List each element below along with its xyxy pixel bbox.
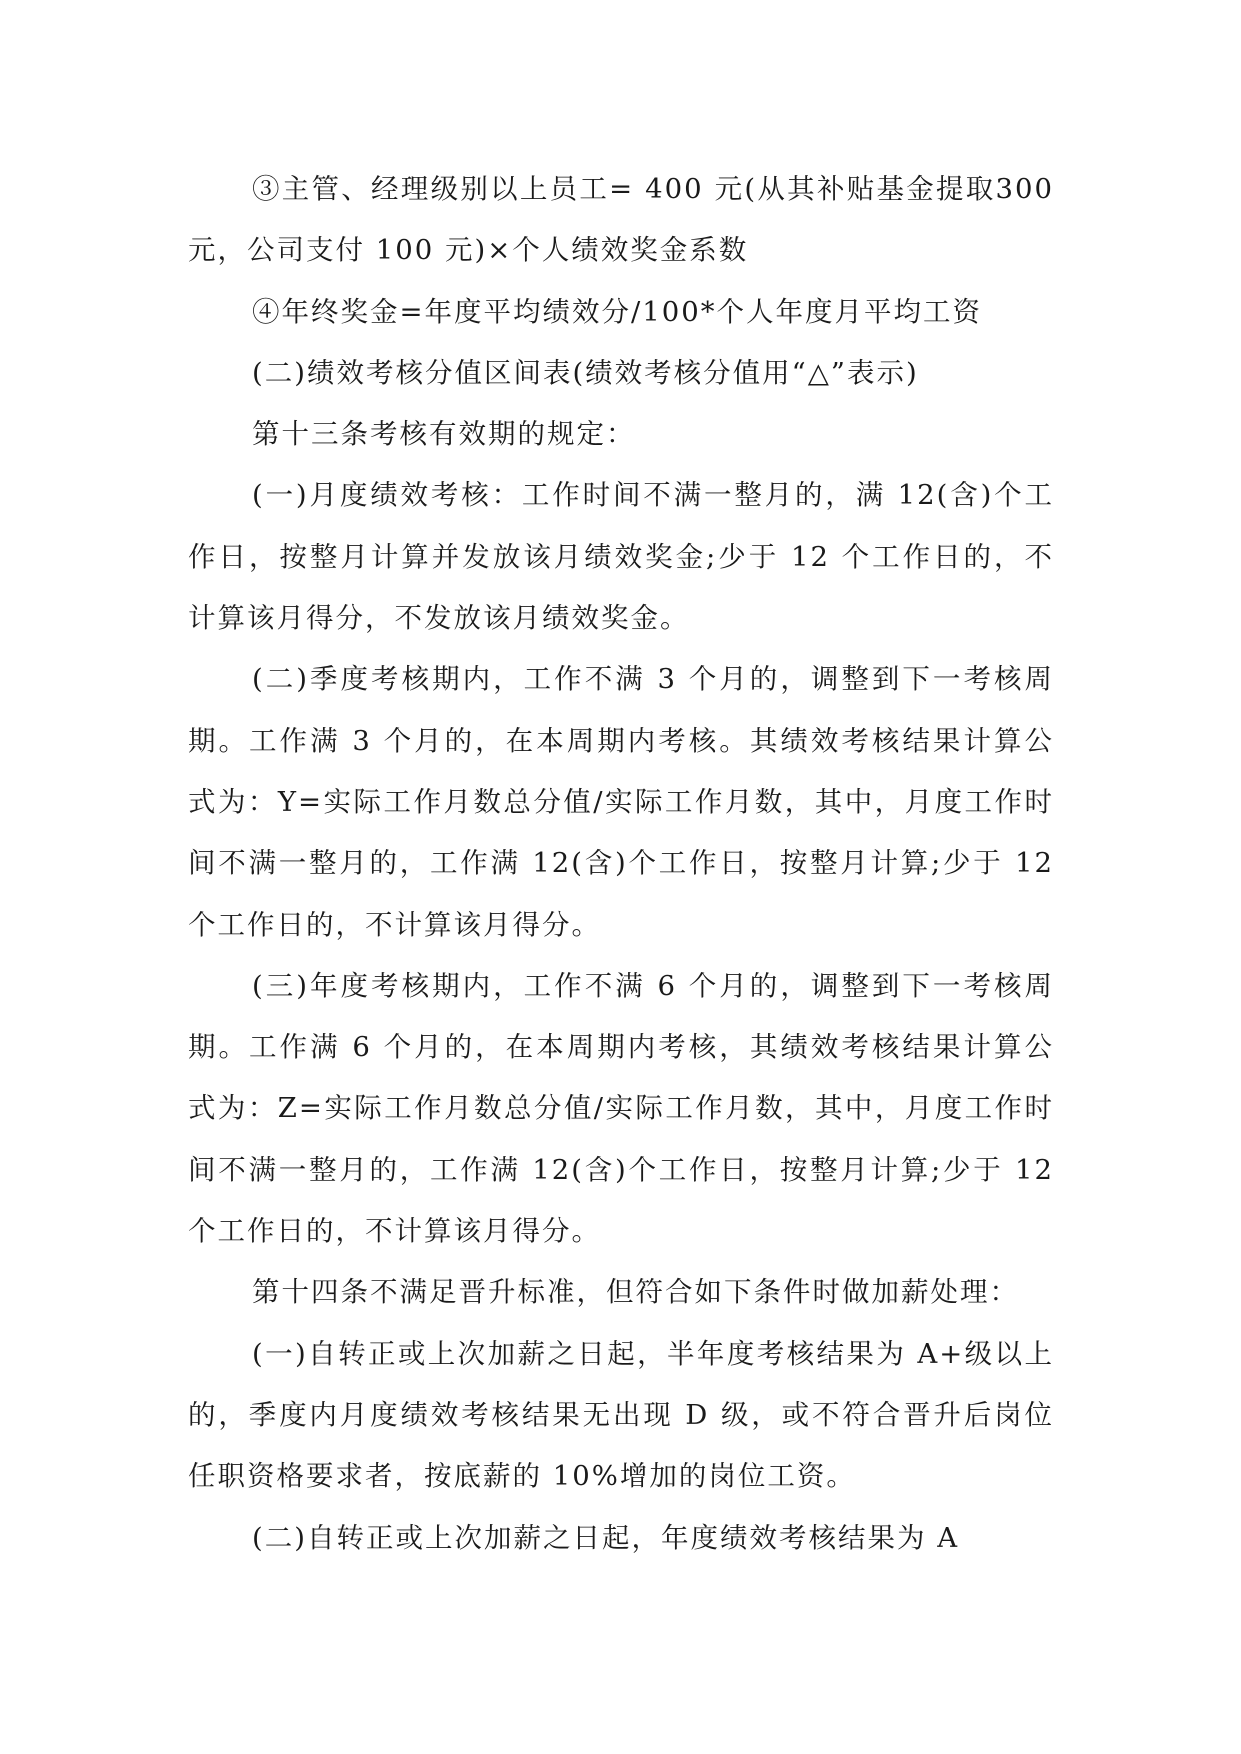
paragraph-annual-assessment: (三)年度考核期内，工作不满 6 个月的，调整到下一考核周期。工作满 6 个月的，在本周期内考核，其绩效考核结果计算公式为：Z=实际工作月数总分值/实际工作月数，其中，月度工作时间不满一整月的，工作满 12(含)个工作日，按整月计算;少于 12 个工作日的，不计算该月得分。: [188, 969, 1054, 1248]
paragraph-annual-raise: (二)自转正或上次加薪之日起，年度绩效考核结果为 A: [252, 1521, 960, 1554]
document-body: [188, 159, 1054, 1569]
paragraph-score-range-table-note: (二)绩效考核分值区间表(绩效考核分值用“△”表示): [252, 356, 919, 389]
article-13-heading: 第十三条考核有效期的规定：: [252, 418, 636, 451]
article-14-heading: 第十四条不满足晋升标准，但符合如下条件时做加薪处理：: [252, 1276, 1019, 1309]
paragraph-half-year-raise: (一)自转正或上次加薪之日起，半年度考核结果为 A+级以上的，季度内月度绩效考核结果无出现 D 级，或不符合晋升后岗位任职资格要求者，按底薪的 10%增加的岗位工资。: [188, 1337, 1054, 1493]
paragraph-quarterly-assessment: (二)季度考核期内，工作不满 3 个月的，调整到下一考核周期。工作满 3 个月的，在本周期内考核。其绩效考核结果计算公式为：Y=实际工作月数总分值/实际工作月数，其中，月度工作时间不满一整月的，工作满 12(含)个工作日，按整月计算;少于 12 个工作日的，不计算该月得分。: [188, 663, 1054, 941]
paragraph-manager-bonus-formula: ③主管、经理级别以上员工= 400 元(从其补贴基金提取300 元，公司支付 100 元)×个人绩效奖金系数: [188, 173, 1054, 267]
paragraph-year-end-bonus-formula: ④年终奖金=年度平均绩效分/100*个人年度月平均工资: [252, 295, 983, 328]
paragraph-monthly-assessment: (一)月度绩效考核：工作时间不满一整月的，满 12(含)个工作日，按整月计算并发放该月绩效奖金;少于 12 个工作日的，不计算该月得分，不发放该月绩效奖金。: [188, 479, 1054, 635]
